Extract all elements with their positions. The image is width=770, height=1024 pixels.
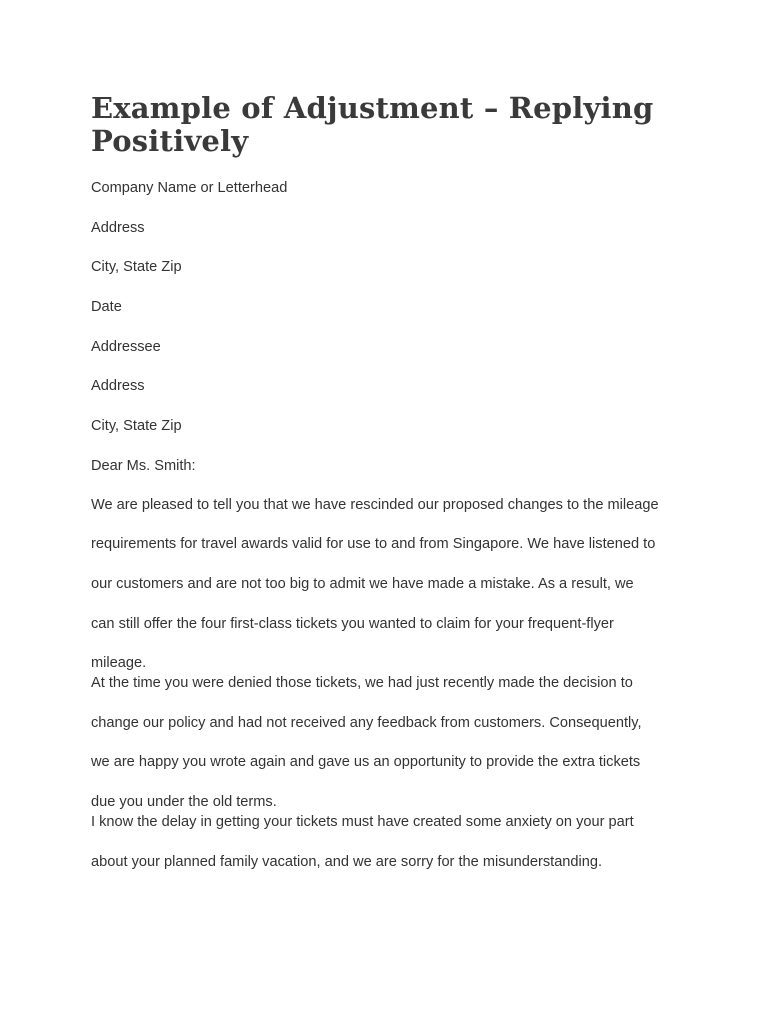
- paragraph-line: We are pleased to tell you that we have rescinded our proposed changes to the mileage: [91, 496, 659, 513]
- document-title-line-2: Positively: [91, 124, 249, 158]
- paragraph-line: At the time you were denied those tickets, we had just recently made the decision to: [91, 675, 633, 692]
- paragraph-line: can still offer the four first-class tickets you wanted to claim for your frequent-flyer: [91, 615, 614, 632]
- letter-header-block: [91, 178, 691, 476]
- paragraph-line: mileage.: [91, 655, 147, 672]
- body-paragraph-3: [91, 803, 691, 882]
- document-title-line-1: Example of Adjustment – Replying: [91, 91, 654, 125]
- document-title: [91, 92, 691, 158]
- paragraph-line: requirements for travel awards valid for use to and from Singapore. We have listened to: [91, 536, 656, 553]
- addressee-line: Addressee: [91, 338, 161, 355]
- body-paragraph-1: [91, 486, 691, 685]
- paragraph-line: our customers and are not too big to admit we have made a mistake. As a result, we: [91, 575, 634, 592]
- paragraph-line: due you under the old terms.: [91, 794, 277, 811]
- body-paragraph-2: [91, 664, 691, 823]
- sender-city-state-zip-line: City, State Zip: [91, 259, 182, 276]
- salutation-line: Dear Ms. Smith:: [91, 457, 196, 474]
- paragraph-line: I know the delay in getting your tickets must have created some anxiety on your part: [91, 813, 634, 830]
- company-name-line: Company Name or Letterhead: [91, 180, 288, 196]
- paragraph-line: about your planned family vacation, and we are sorry for the misunderstanding.: [91, 853, 603, 870]
- addressee-address-line: Address: [91, 378, 145, 395]
- date-line: Date: [91, 299, 122, 316]
- paragraph-line: we are happy you wrote again and gave us an opportunity to provide the extra tickets: [91, 754, 641, 771]
- paragraph-line: change our policy and had not received any feedback from customers. Consequently,: [91, 714, 642, 731]
- letter-document: [91, 92, 691, 882]
- addressee-city-state-zip-line: City, State Zip: [91, 418, 182, 435]
- sender-address-line: Address: [91, 219, 145, 236]
